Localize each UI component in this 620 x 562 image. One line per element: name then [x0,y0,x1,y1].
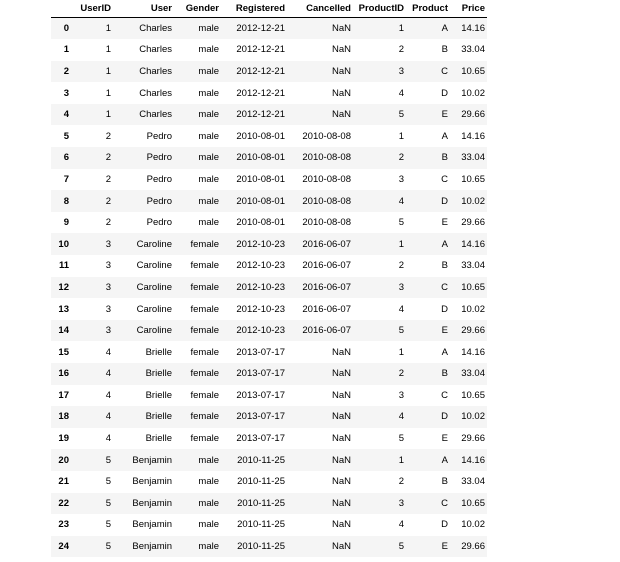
cell-user: Pedro [146,152,172,164]
row-index-cell: 19 [58,433,69,445]
table-row [51,104,487,126]
cell-cancelled: NaN [331,23,351,35]
cell-cancelled: NaN [331,368,351,380]
cell-user: Pedro [146,217,172,229]
cell-product: A [441,454,448,466]
table-row [51,320,487,342]
cell-gender: male [198,130,219,142]
row-index-cell: 18 [58,411,69,423]
cell-user: Benjamin [132,476,172,488]
cell-cancelled: NaN [331,433,351,445]
table-row [51,341,487,363]
row-index-cell: 14 [58,325,69,337]
cell-registered: 2012-10-23 [236,303,285,315]
cell-registered: 2012-12-21 [236,23,285,35]
cell-cancelled: NaN [331,411,351,423]
cell-registered: 2012-10-23 [236,238,285,250]
cell-gender: female [190,281,219,293]
row-index-cell: 24 [58,541,69,553]
row-index-cell: 6 [63,152,69,164]
cell-userid: 4 [105,433,111,445]
cell-price: 14.16 [461,454,485,466]
cell-cancelled: 2016-06-07 [302,325,351,337]
cell-cancelled: 2016-06-07 [302,260,351,272]
row-index-cell: 22 [58,497,69,509]
table-row [51,233,487,255]
cell-price: 29.66 [461,433,485,445]
row-index-cell: 1 [63,44,69,56]
cell-userid: 3 [105,325,111,337]
cell-price: 33.04 [461,260,485,272]
cell-productid: 3 [398,497,404,509]
cell-price: 10.65 [461,173,485,185]
column-header-index [51,0,71,18]
cell-productid: 1 [398,454,404,466]
cell-productid: 5 [398,217,404,229]
table-row [51,514,487,536]
cell-user: Charles [139,44,172,56]
cell-productid: 4 [398,519,404,531]
table-row [51,363,487,385]
row-index-cell: 5 [63,130,69,142]
cell-gender: male [198,519,219,531]
cell-productid: 2 [398,368,404,380]
cell-userid: 2 [105,217,111,229]
cell-productid: 4 [398,303,404,315]
cell-gender: male [198,87,219,99]
row-index-cell: 23 [58,519,69,531]
cell-price: 10.02 [461,87,485,99]
cell-user: Benjamin [132,454,172,466]
cell-userid: 2 [105,173,111,185]
cell-price: 10.65 [461,281,485,293]
cell-price: 29.66 [461,217,485,229]
cell-user: Caroline [136,260,172,272]
row-index-cell: 4 [63,109,69,121]
cell-cancelled: 2010-08-08 [302,173,351,185]
cell-registered: 2010-08-01 [236,130,285,142]
table-row [51,82,487,104]
cell-price: 33.04 [461,368,485,380]
cell-userid: 5 [105,541,111,553]
cell-user: Brielle [145,368,172,380]
cell-product: C [441,389,448,401]
cell-registered: 2013-07-17 [236,411,285,423]
cell-product: E [441,109,448,121]
cell-price: 10.02 [461,195,485,207]
cell-user: Brielle [145,411,172,423]
dataframe-table [51,0,487,557]
column-header-gender: Gender [174,0,221,18]
cell-productid: 2 [398,44,404,56]
cell-productid: 3 [398,65,404,77]
cell-userid: 2 [105,152,111,164]
table-row [51,449,487,471]
cell-gender: female [190,238,219,250]
row-index-cell: 0 [63,23,69,35]
row-index-cell: 2 [63,65,69,77]
cell-product: A [441,346,448,358]
cell-gender: male [198,44,219,56]
cell-user: Benjamin [132,541,172,553]
table-header [51,0,487,18]
cell-registered: 2010-11-25 [237,454,285,466]
cell-gender: female [190,303,219,315]
cell-price: 33.04 [461,152,485,164]
cell-userid: 3 [105,238,111,250]
cell-userid: 4 [105,411,111,423]
column-header-user: User [113,0,174,18]
cell-price: 14.16 [461,130,485,142]
cell-userid: 2 [105,195,111,207]
cell-userid: 5 [105,454,111,466]
cell-cancelled: NaN [331,44,351,56]
cell-registered: 2012-10-23 [236,281,285,293]
cell-user: Charles [139,109,172,121]
cell-registered: 2013-07-17 [236,389,285,401]
cell-userid: 1 [105,87,111,99]
table-row [51,471,487,493]
cell-productid: 3 [398,281,404,293]
cell-gender: male [198,152,219,164]
cell-gender: male [198,476,219,488]
cell-gender: male [198,173,219,185]
cell-price: 29.66 [461,325,485,337]
cell-user: Brielle [145,346,172,358]
cell-user: Charles [139,65,172,77]
cell-user: Caroline [136,325,172,337]
cell-userid: 4 [105,368,111,380]
cell-cancelled: NaN [331,65,351,77]
cell-registered: 2012-10-23 [236,260,285,272]
table-row [51,406,487,428]
cell-registered: 2012-12-21 [236,109,285,121]
row-index-cell: 3 [63,87,69,99]
row-index-cell: 17 [58,389,69,401]
cell-user: Pedro [146,130,172,142]
cell-price: 33.04 [461,44,485,56]
cell-product: C [441,281,448,293]
cell-productid: 3 [398,173,404,185]
cell-product: E [441,541,448,553]
cell-registered: 2012-12-21 [236,87,285,99]
cell-cancelled: 2010-08-08 [302,217,351,229]
cell-user: Benjamin [132,519,172,531]
cell-gender: female [190,260,219,272]
cell-cancelled: NaN [331,389,351,401]
cell-product: C [441,65,448,77]
cell-registered: 2010-11-25 [237,541,285,553]
cell-userid: 1 [105,65,111,77]
row-index-cell: 13 [58,303,69,315]
cell-user: Caroline [136,238,172,250]
cell-userid: 3 [105,260,111,272]
table-row [51,298,487,320]
cell-price: 10.02 [461,303,485,315]
cell-product: B [441,44,448,56]
cell-productid: 5 [398,325,404,337]
cell-product: A [441,23,448,35]
cell-productid: 2 [398,476,404,488]
cell-price: 10.02 [461,519,485,531]
cell-user: Pedro [146,195,172,207]
cell-user: Charles [139,23,172,35]
row-index-cell: 20 [58,454,69,466]
cell-registered: 2013-07-17 [236,433,285,445]
cell-gender: male [198,497,219,509]
cell-registered: 2012-10-23 [236,325,285,337]
row-index-cell: 9 [63,217,69,229]
table-row [51,536,487,558]
cell-productid: 1 [398,130,404,142]
row-index-cell: 15 [58,346,69,358]
cell-cancelled: NaN [331,519,351,531]
cell-product: D [441,519,448,531]
cell-product: B [441,368,448,380]
cell-registered: 2010-11-25 [237,476,285,488]
row-index-cell: 12 [58,281,69,293]
cell-productid: 2 [398,152,404,164]
row-index-cell: 10 [58,238,69,250]
cell-cancelled: NaN [331,454,351,466]
cell-userid: 1 [105,23,111,35]
cell-user: Brielle [145,389,172,401]
row-index-cell: 8 [63,195,69,207]
cell-price: 29.66 [461,541,485,553]
cell-product: E [441,433,448,445]
cell-userid: 4 [105,389,111,401]
column-header-cancelled: Cancelled [287,0,353,18]
column-header-userid: UserID [71,0,113,18]
column-header-productid: ProductID [353,0,406,18]
cell-registered: 2010-08-01 [236,152,285,164]
cell-registered: 2013-07-17 [236,346,285,358]
row-index-cell: 11 [58,260,69,272]
cell-product: C [441,173,448,185]
cell-gender: female [190,346,219,358]
cell-registered: 2013-07-17 [236,368,285,380]
cell-product: B [441,152,448,164]
table-body [51,18,487,558]
cell-productid: 4 [398,87,404,99]
cell-product: E [441,325,448,337]
cell-userid: 3 [105,303,111,315]
cell-registered: 2012-12-21 [236,65,285,77]
cell-gender: female [190,325,219,337]
cell-registered: 2010-11-25 [237,519,285,531]
table-row [51,18,487,40]
cell-gender: male [198,195,219,207]
header-row [51,0,487,18]
cell-cancelled: 2010-08-08 [302,195,351,207]
cell-product: A [441,130,448,142]
row-index-cell: 21 [58,476,69,488]
column-header-registered: Registered [221,0,287,18]
table-row [51,277,487,299]
cell-productid: 5 [398,109,404,121]
cell-productid: 4 [398,411,404,423]
cell-cancelled: NaN [331,541,351,553]
cell-cancelled: 2010-08-08 [302,130,351,142]
cell-registered: 2010-08-01 [236,195,285,207]
cell-product: B [441,476,448,488]
row-index-cell: 7 [63,173,69,185]
cell-price: 10.65 [461,65,485,77]
cell-price: 33.04 [461,476,485,488]
table-row [51,493,487,515]
column-header-price: Price [450,0,487,18]
cell-product: D [441,87,448,99]
cell-price: 14.16 [461,23,485,35]
cell-gender: male [198,23,219,35]
cell-cancelled: NaN [331,109,351,121]
cell-user: Charles [139,87,172,99]
table-row [51,190,487,212]
cell-userid: 5 [105,497,111,509]
cell-price: 10.65 [461,497,485,509]
column-header-product: Product [406,0,450,18]
cell-userid: 1 [105,109,111,121]
cell-user: Caroline [136,303,172,315]
cell-productid: 1 [398,238,404,250]
cell-cancelled: 2016-06-07 [302,281,351,293]
cell-registered: 2012-12-21 [236,44,285,56]
cell-registered: 2010-11-25 [237,497,285,509]
cell-cancelled: NaN [331,497,351,509]
cell-price: 10.65 [461,389,485,401]
table-row [51,255,487,277]
cell-product: D [441,303,448,315]
cell-userid: 3 [105,281,111,293]
cell-user: Caroline [136,281,172,293]
cell-productid: 4 [398,195,404,207]
cell-gender: male [198,65,219,77]
cell-userid: 5 [105,519,111,531]
table-row [51,39,487,61]
cell-product: B [441,260,448,272]
cell-productid: 2 [398,260,404,272]
cell-product: A [441,238,448,250]
cell-cancelled: NaN [331,87,351,99]
cell-userid: 1 [105,44,111,56]
cell-product: D [441,195,448,207]
table-row [51,147,487,169]
cell-price: 29.66 [461,109,485,121]
cell-price: 10.02 [461,411,485,423]
cell-cancelled: 2010-08-08 [302,152,351,164]
dataframe-output [51,0,487,557]
cell-cancelled: NaN [331,346,351,358]
row-index-cell: 16 [58,368,69,380]
cell-userid: 2 [105,130,111,142]
cell-productid: 1 [398,346,404,358]
cell-productid: 3 [398,389,404,401]
cell-gender: male [198,541,219,553]
table-row [51,428,487,450]
cell-gender: female [190,368,219,380]
cell-userid: 4 [105,346,111,358]
cell-gender: male [198,109,219,121]
table-row [51,125,487,147]
cell-cancelled: NaN [331,476,351,488]
cell-product: D [441,411,448,423]
cell-cancelled: 2016-06-07 [302,303,351,315]
table-row [51,61,487,83]
cell-productid: 5 [398,541,404,553]
cell-user: Brielle [145,433,172,445]
table-row [51,385,487,407]
cell-registered: 2010-08-01 [236,173,285,185]
cell-product: E [441,217,448,229]
cell-gender: male [198,217,219,229]
cell-price: 14.16 [461,238,485,250]
cell-cancelled: 2016-06-07 [302,238,351,250]
cell-gender: female [190,433,219,445]
cell-gender: male [198,454,219,466]
cell-gender: female [190,389,219,401]
cell-productid: 5 [398,433,404,445]
cell-user: Pedro [146,173,172,185]
cell-registered: 2010-08-01 [236,217,285,229]
table-row [51,212,487,234]
cell-price: 14.16 [461,346,485,358]
cell-product: C [441,497,448,509]
table-row [51,169,487,191]
cell-userid: 5 [105,476,111,488]
cell-user: Benjamin [132,497,172,509]
cell-productid: 1 [398,23,404,35]
cell-gender: female [190,411,219,423]
